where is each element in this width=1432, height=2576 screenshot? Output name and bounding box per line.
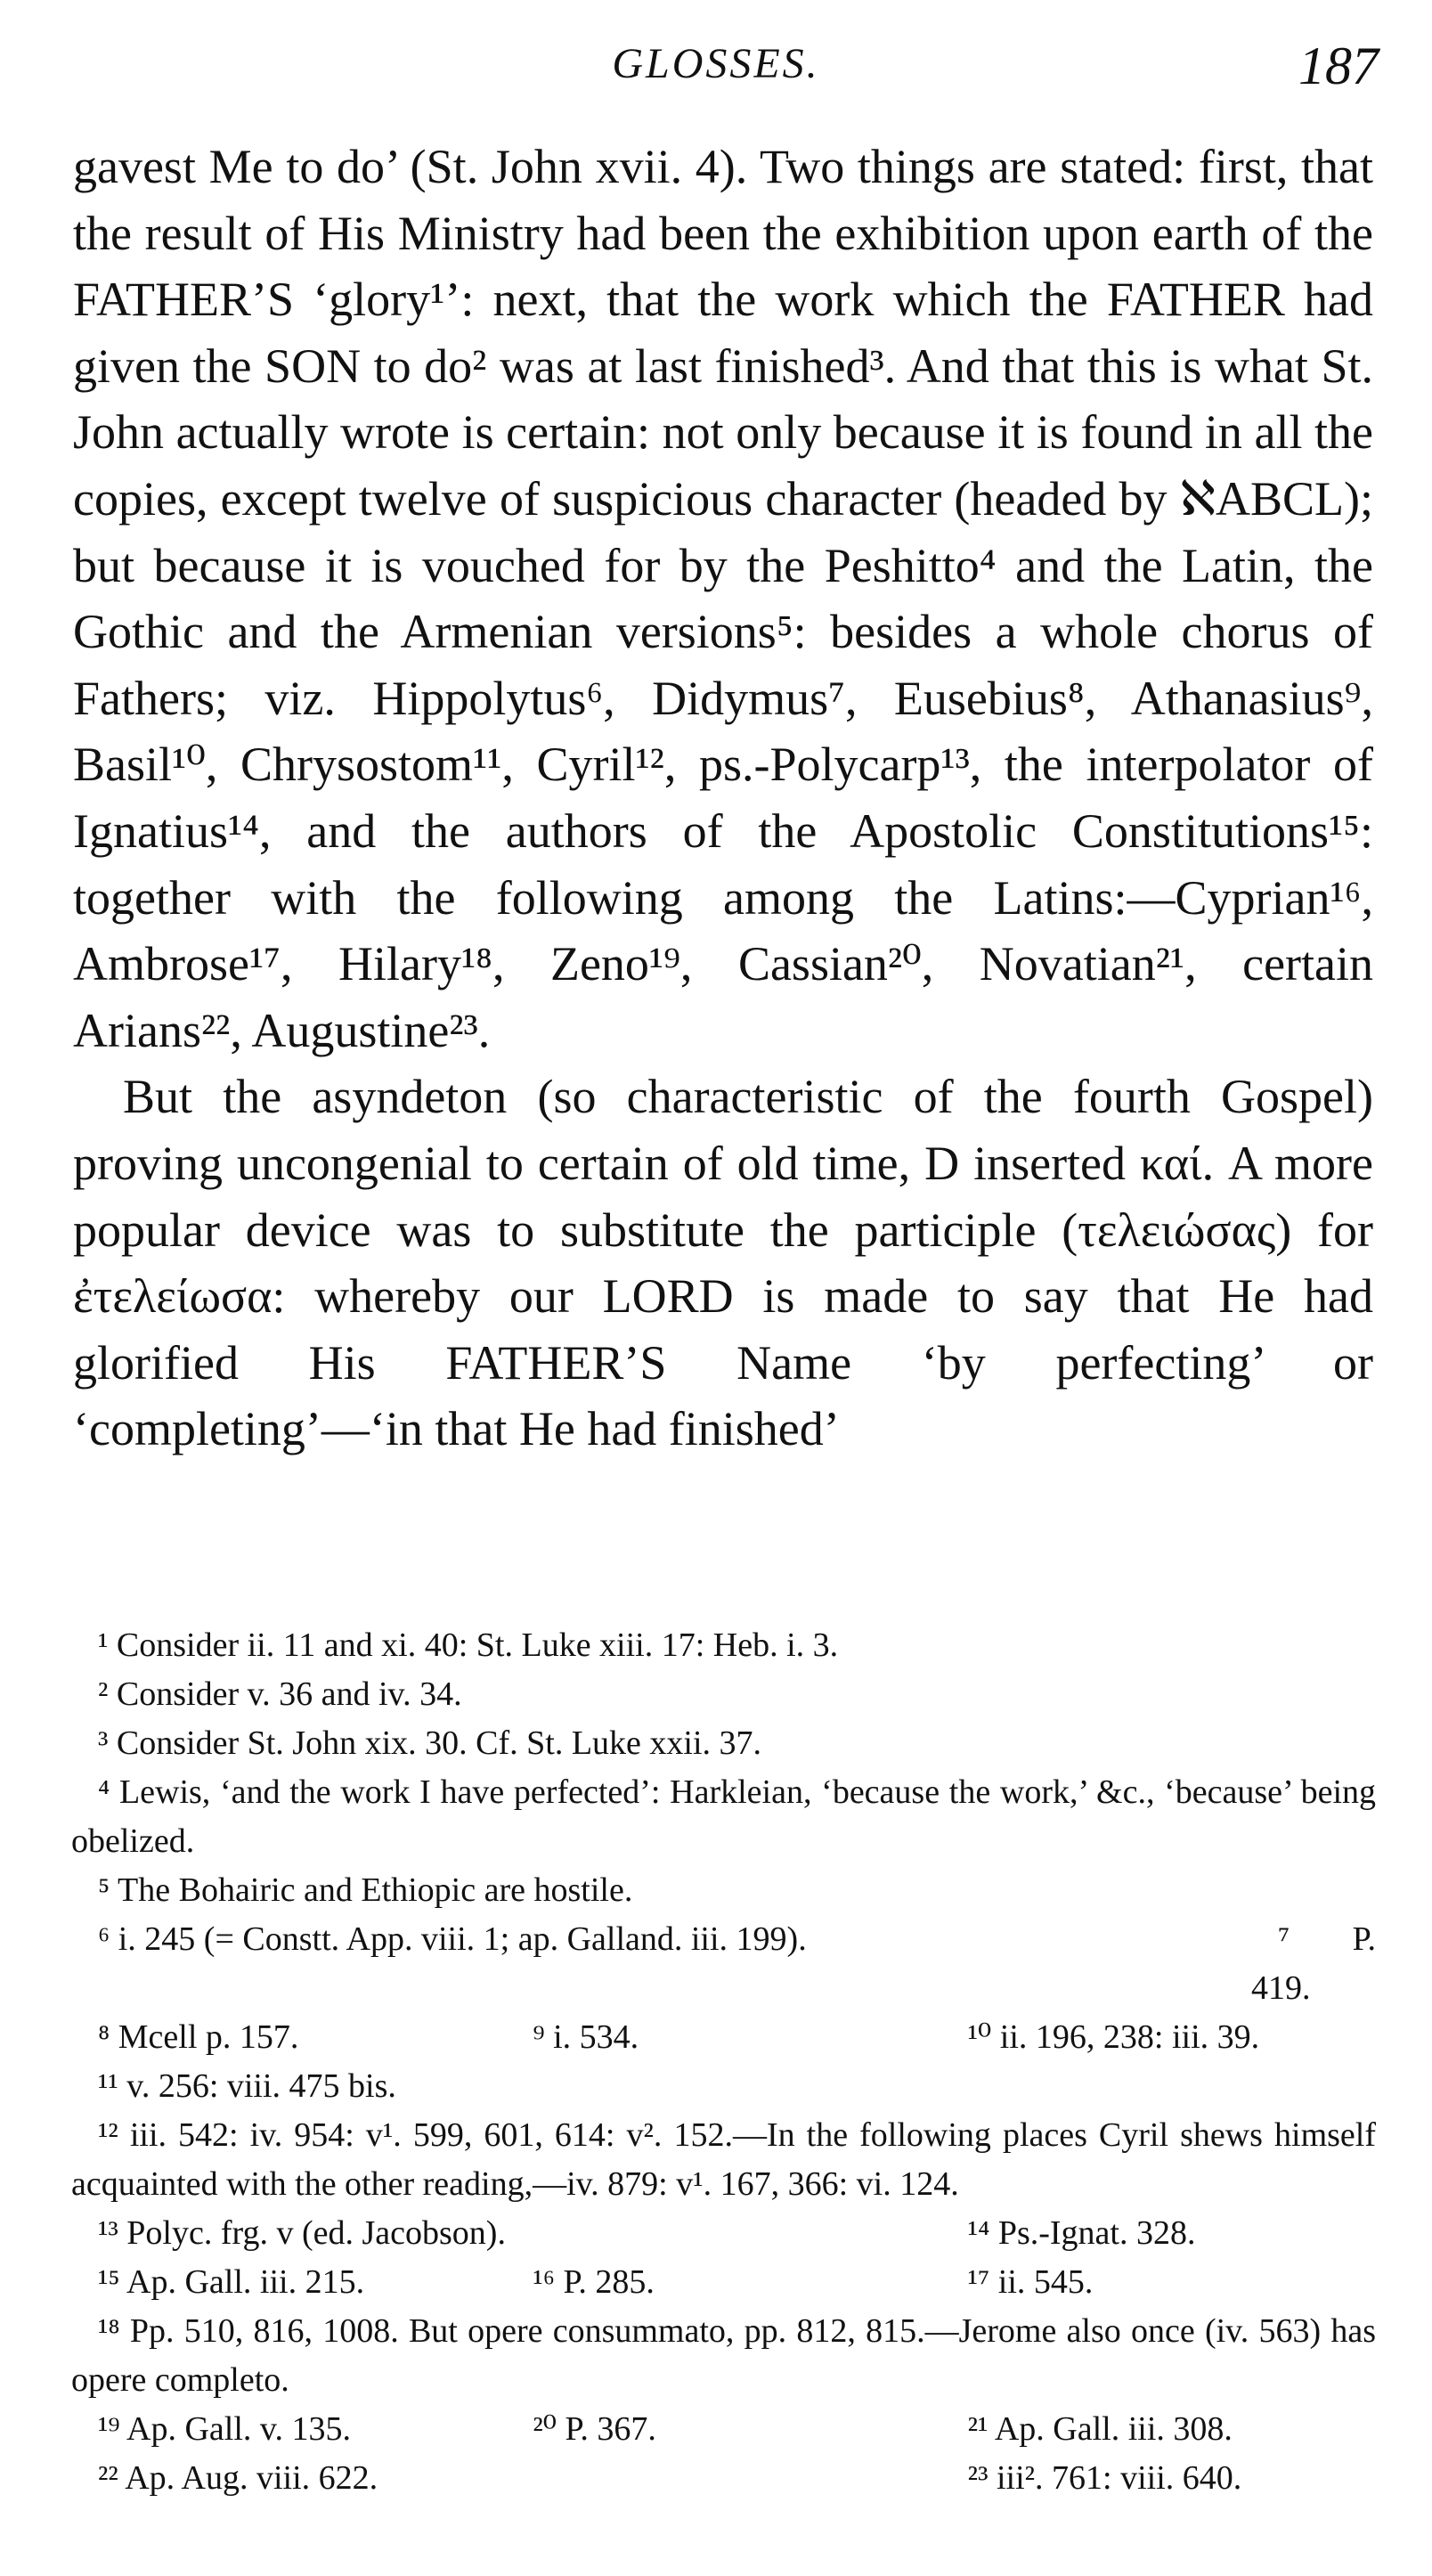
footnote: ¹⁹ Ap. Gall. v. 135. — [98, 2410, 351, 2448]
footnotes — [71, 1621, 1376, 2503]
footnote: ¹⁷ ii. 545. — [967, 2263, 1094, 2301]
footnote: ¹¹ v. 256: viii. 475 bis. — [98, 2067, 396, 2105]
footnote: ⁷ P. 419. — [1251, 1920, 1376, 2007]
running-title: GLOSSES. — [612, 40, 820, 87]
footnote: ¹⁰ ii. 196, 238: iii. 39. — [967, 2018, 1260, 2056]
footnote: ⁶ i. 245 (= Constt. App. viii. 1; ap. Galland. iii. 199). — [98, 1920, 807, 1958]
footnote: ¹⁸ Pp. 510, 816, 1008. But opere consummato, pp. 812, 815.—Jerome also once (iv. 563) has opere completo. — [71, 2312, 1376, 2399]
footnote: ⁹ i. 534. — [533, 2018, 639, 2056]
footnote: ⁸ Mcell p. 157. — [98, 2018, 299, 2056]
footnote: ²⁰ P. 367. — [533, 2410, 656, 2448]
footnote: ¹⁶ P. 285. — [533, 2263, 655, 2301]
footnote: ¹ Consider ii. 11 and xi. 40: St. Luke xiii. 17: Heb. i. 3. — [98, 1626, 839, 1664]
footnote-row — [71, 2209, 1376, 2258]
footnote-row — [71, 2258, 1376, 2307]
footnote-row — [71, 1915, 1376, 2013]
main-text — [73, 134, 1373, 1463]
footnote: ³ Consider St. John xix. 30. Cf. St. Luke xxii. 37. — [98, 1724, 762, 1762]
page-number: 187 — [1298, 37, 1379, 95]
footnote: ²³ iii². 761: viii. 640. — [967, 2459, 1242, 2497]
footnote: ²² Ap. Aug. viii. 622. — [98, 2459, 378, 2497]
paragraph: But the asyndeton (so characteristic of the fourth Gospel) proving uncongenial to certain of old time, D inserted καί. A more popular device was to substitute the participle (τελειώσας) for ἐτελείωσα: whereby our LORD is made to say that He had glorified His FATHER’S Name ‘by perfecting’ or ‘completing’—‘in that He had finished’ — [73, 1070, 1373, 1456]
footnote: ¹² iii. 542: iv. 954: v¹. 599, 601, 614: v². 152.—In the following places Cyril shews himself acquainted with the other reading,—iv. 879: v¹. 167, 366: vi. 124. — [71, 2116, 1376, 2203]
footnote-row — [71, 2405, 1376, 2454]
footnote: ²¹ Ap. Gall. iii. 308. — [967, 2410, 1233, 2448]
footnote: ⁵ The Bohairic and Ethiopic are hostile. — [98, 1871, 633, 1909]
footnote: ¹⁴ Ps.-Ignat. 328. — [967, 2214, 1196, 2252]
footnote: ⁴ Lewis, ‘and the work I have perfected’: Harkleian, ‘because the work,’ &c., ‘because’ being obelized. — [71, 1773, 1376, 1860]
footnote: ¹⁵ Ap. Gall. iii. 215. — [98, 2263, 365, 2301]
footnote-row — [71, 2013, 1376, 2062]
page-header — [0, 36, 1432, 98]
footnote-row — [71, 2454, 1376, 2503]
footnote: ¹³ Polyc. frg. v (ed. Jacobson). — [98, 2214, 506, 2252]
footnote: ² Consider v. 36 and iv. 34. — [98, 1675, 462, 1713]
paragraph: gavest Me to do’ (St. John xvii. 4). Two things are stated: first, that the result of His Ministry had been the exhibition upon earth of the FATHER’S ‘glory¹’: next, that the work which the FATHER had given the SON to do² was at last finished³. And that this is what St. John actually wrote is certain: not only because it is found in all the copies, except twelve of suspicious character (headed by ℵABCL); but because it is vouched for by the Peshitto⁴ and the Latin, the Gothic and the Armenian versions⁵: besides a whole chorus of Fathers; viz. Hippolytus⁶, Didymus⁷, Eusebius⁸, Athanasius⁹, Basil¹⁰, Chrysostom¹¹, Cyril¹², ps.-Polycarp¹³, the interpolator of Ignatius¹⁴, and the authors of the Apostolic Constitutions¹⁵: together with the following among the Latins:—Cyprian¹⁶, Ambrose¹⁷, Hilary¹⁸, Zeno¹⁹, Cassian²⁰, Novatian²¹, certain Arians²², Augustine²³. — [73, 140, 1373, 1057]
